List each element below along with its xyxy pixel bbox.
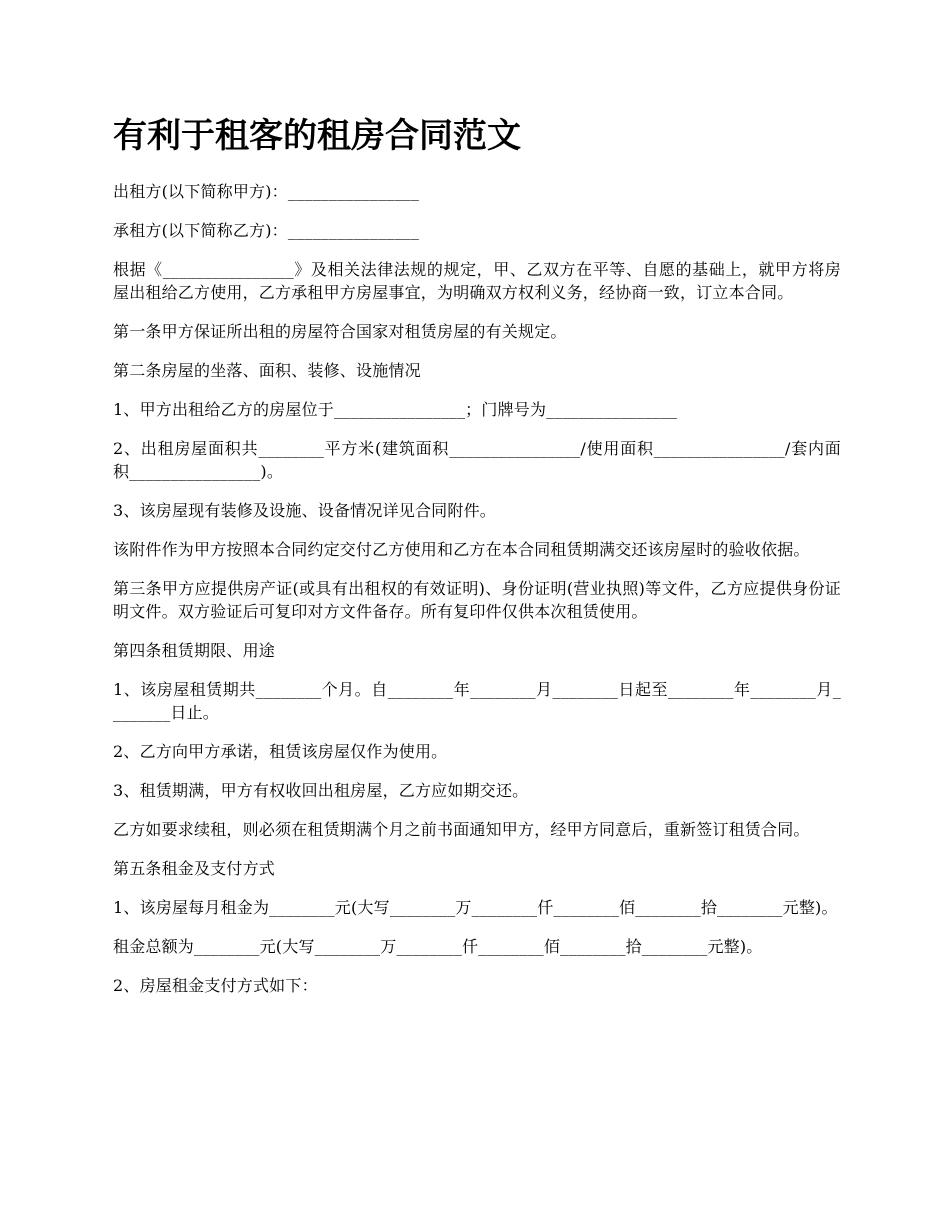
article-5-heading: 第五条租金及支付方式 — [113, 859, 276, 878]
article-4-heading: 第四条租赁期限、用途 — [113, 641, 276, 660]
article-5-item-2: 2、房屋租金支付方式如下： — [113, 976, 318, 995]
article-4-item-3: 3、租赁期满，甲方有权收回出租房屋，乙方应如期交还。 — [113, 781, 529, 800]
article-2-heading: 第二条房屋的坐落、面积、装修、设施情况 — [113, 361, 421, 380]
party-b-line: 承租方(以下简称乙方)：________________ — [113, 221, 420, 240]
article-5-item-1: 1、该房屋每月租金为________元(大写________万________仟________佰________拾________元整)。 — [113, 898, 838, 917]
article-2-item-1: 1、甲方出租给乙方的房屋位于________________；门牌号为________________ — [113, 400, 678, 419]
appendix-note: 该附件作为甲方按照本合同约定交付乙方使用和乙方在本合同租赁期满交还该房屋时的验收依据。 — [113, 540, 810, 559]
total-rent-line: 租金总额为________元(大写________万________仟________佰________拾________元整)。 — [113, 937, 763, 956]
article-2-item-3: 3、该房屋现有装修及设施、设备情况详见合同附件。 — [113, 501, 496, 520]
preamble-paragraph: 根据《________________》及相关法律法规的规定，甲、乙双方在平等、自愿的基础上，就甲方将房屋出租给乙方使用，乙方承租甲方房屋事宜，为明确双方权利义务，经协商一致，订立本合同。 — [113, 260, 841, 302]
article-2-item-2: 2、出租房屋面积共________平方米(建筑面积________________/使用面积________________/套内面积________________)。 — [113, 439, 841, 481]
article-4-item-2: 2、乙方向甲方承诺，租赁该房屋仅作为使用。 — [113, 742, 448, 761]
article-3: 第三条甲方应提供房产证(或具有出租权的有效证明)、身份证明(营业执照)等文件，乙方应提供身份证明文件。双方验证后可复印对方文件备存。所有复印件仅供本次租赁使用。 — [113, 579, 841, 621]
article-1: 第一条甲方保证所出租的房屋符合国家对租赁房屋的有关规定。 — [113, 322, 567, 341]
document-title: 有利于租客的租房合同范文 — [113, 116, 521, 156]
article-4-item-1: 1、该房屋租赁期共________个月。自________年________月________日起至________年________月________日止。 — [113, 680, 841, 722]
party-a-line: 出租方(以下简称甲方)：________________ — [113, 182, 420, 201]
renewal-note: 乙方如要求续租，则必须在租赁期满个月之前书面通知甲方，经甲方同意后，重新签订租赁合同。 — [113, 820, 810, 839]
document-body — [113, 180, 841, 1013]
